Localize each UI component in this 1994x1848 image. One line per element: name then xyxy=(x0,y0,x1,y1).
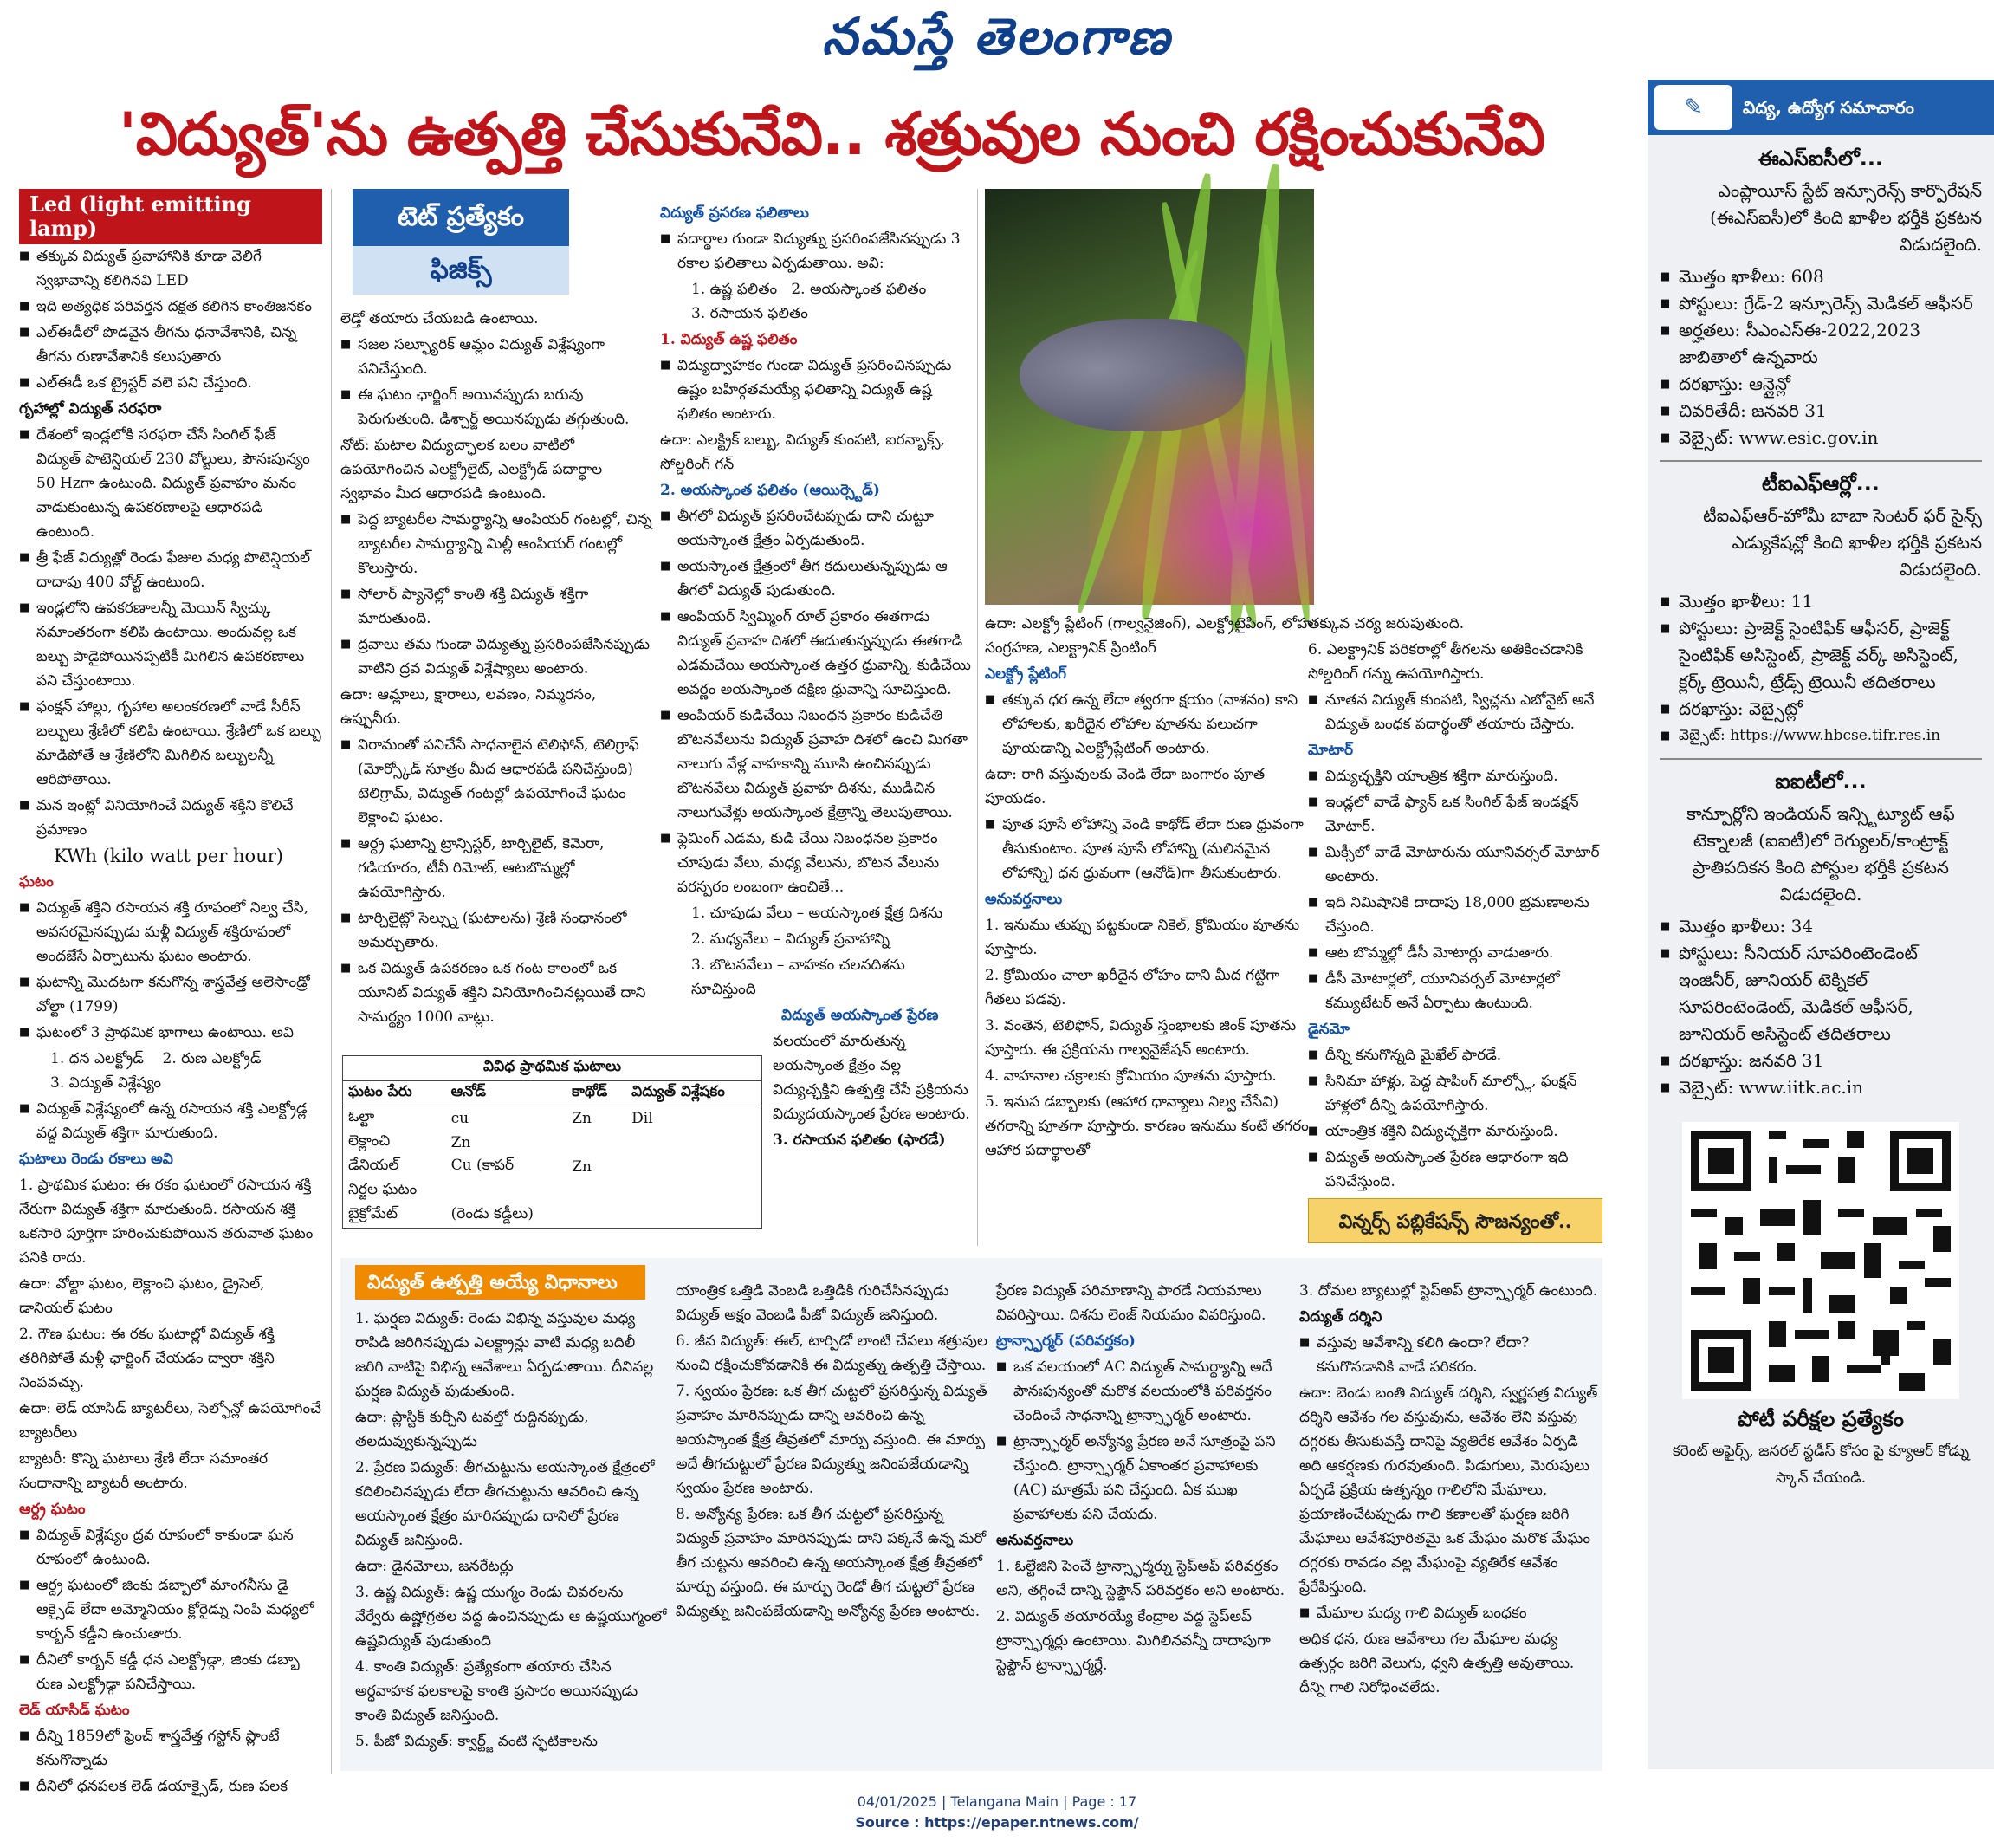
section-heading: అనువర్తనాలు xyxy=(985,891,1063,908)
section-heading: లెడ్ యాసిడ్ ఘటం xyxy=(19,1702,130,1719)
list-item: ■ ఘటాన్ని మొదటగా కనుగొన్న శాస్త్రవేత్త అలెసాండ్రో వోల్టా (1799) xyxy=(19,970,322,1019)
list-item: ■ వస్తువు ఆవేశాన్ని కలిగి ఉందా? లేదా? కనుగొనడానికి వాడే పరికరం. xyxy=(1299,1331,1598,1379)
list-item: ■ ట్రాన్స్ఫార్మర్ అన్యోన్య ప్రేరణ అనే సూత్రంపై పని చేస్తుంది. ట్రాన్స్ఫార్మర్ ఏకాంతర ప్రవాహాలకు (AC) మాత్రమే పని చేస్తుంది. ఏక ముఖ ప్రవాహాలకు పని చేయదు. xyxy=(996,1430,1295,1527)
winners-credit: విన్నర్స్ పబ్లికేషన్స్ సౌజన్యంతో.. xyxy=(1308,1198,1602,1243)
list-item: ■ ఈ ఘటం ఛార్జింగ్ అయినప్పుడు బరువు పెరుగుతుంది. డిశ్చార్జ్ అయినప్పుడు తగ్గుతుంది. xyxy=(340,383,652,431)
paragraph: టీఐఎఫ్ఆర్-హోమీ బాబా సెంటర్ ఫర్ సైన్స్ ఎడ్యుకేషన్లో కింది ఖాళీల భర్తీకి ప్రకటన విడుదలైంది. xyxy=(1703,505,1982,580)
list-item: బ్యాటరీ: కొన్ని ఘటాలు శ్రేణి లేదా సమాంతర సంధానాన్ని బ్యాటరీ అంటారు. xyxy=(19,1450,269,1492)
list-item: 1. చూపుడు వేలు – అయస్కాంత క్షేత్ర దిశను xyxy=(691,905,943,922)
led-title: Led (light emitting lamp) xyxy=(19,189,322,244)
list-item: 6. ఎలక్ట్రానిక్ పరికరాల్లో తీగలను అతికించడానికి సోల్డరింగ్ గన్ను ఉపయోగిస్తారు. xyxy=(1308,641,1583,683)
list-item: ■ పూత పూసే లోహాన్ని వెండి కాథోడ్ లేదా రుణ ధ్రువంగా తీసుకుంటాం. పూత పూసే లోహాన్ని (మలినమైన లోహాన్ని) ధన ధ్రువంగా (ఆనోడ్)గా తీసుకుంటారు. xyxy=(985,813,1314,885)
list-item: ■ ఆంపియర్ కుడిచేయి నిబంధన ప్రకారం కుడిచేతి బొటనవేలును విద్యుత్ ప్రవాహ దిశలో ఉంచి మిగతా నాలుగు వేళ్ల వాహకాన్ని మూసి ఉంచినప్పుడు బొటనవేలు విద్యుత్ ప్రవాహ దిశను, ముడిచిన నాలుగువేళ్లు అయస్కాంత క్షేత్రాన్ని తెలుపుతాయి. xyxy=(660,704,972,825)
section-heading: విద్యుత్ ప్రసరణ ఫలితాలు xyxy=(660,204,809,222)
list-item: ■ ఘటంలో 3 ప్రాథమిక భాగాలు ఉంటాయి. అవి xyxy=(19,1021,322,1045)
list-item: 2. క్రోమియం చాలా ఖరీదైన లోహం దాని మీద గట్టిగా గీతలు పడవు. xyxy=(985,967,1279,1008)
section-title-iit: ఐఐటీలో... xyxy=(1775,769,1867,794)
list-item: ■ పోస్టులు: ప్రాజెక్ట్ సైంటిఫిక్ ఆఫీసర్, ప్రాజెక్ట్ సైంటిఫిక్ అసిస్టెంట్, ప్రాజెక్ట్ వర్క్ అసిస్టెంట్, క్లర్క్ ట్రెయినీ, ట్రేడ్స్ ట్రెయినీ తదితరాలు xyxy=(1660,615,1982,696)
example: ఉదా: ఆమ్లాలు, క్షారాలు, లవణం, నిమ్మరసం, ఉప్పునీరు. xyxy=(340,686,597,728)
tet-special-box xyxy=(353,189,569,298)
list-item: ■ మొత్తం ఖాళీలు: 34 xyxy=(1660,913,1982,940)
list-item: ■ తీగలో విద్యుత్ ప్రసరించేటప్పుడు దాని చుట్టూ అయస్కాంత క్షేత్రం ఏర్పడుతుంది. xyxy=(660,504,972,553)
list-item: ■ త్రీ ఫేజ్ విద్యుత్లో రెండు ఫేజుల మధ్య పొటెన్షియల్ దాదాపు 400 వోల్ట్ ఉంటుంది. xyxy=(19,546,322,594)
section-title-tifr: టీఐఎఫ్ఆర్లో... xyxy=(1762,471,1880,496)
section-heading: విద్యుత్ దర్శిని xyxy=(1299,1308,1382,1326)
example: ఉదా: ఎలక్ట్రో ప్లేటింగ్ (గాల్వనైజింగ్), ఎలక్ట్రోటైపింగ్, లోహ సంగ్రహణ, ఎలక్ట్రానిక్ ప్రింటింగ్ xyxy=(985,615,1312,657)
list-item: ■ పోస్టులు: సీనియర్ సూపరింటెండెంట్ ఇంజినీర్, జూనియర్ టెక్నికల్ సూపరింటెండెంట్, మెడికల్ ఆఫీసర్, జూనియర్ అసిస్టెంట్ తదితరాలు xyxy=(1660,940,1982,1047)
list-item: ■ దీన్ని 1859లో ఫ్రెంచ్ శాస్త్రవేత్త గస్టోన్ ప్లాంటే కనుగొన్నాడు xyxy=(19,1724,322,1773)
kwh-unit: KWh (kilo watt per hour) xyxy=(54,846,283,866)
note: నోట్: ఘటాల విద్యుచ్ఛాలక బలం వాటిలో ఉపయోగించిన ఎలక్ట్రోలైట్, ఎలక్ట్రోడ్ పదార్థాల స్వభావం మీద ఆధారపడి ఉంటుంది. xyxy=(340,437,603,503)
list-item: ■ దీనిలో ధనపలక లెడ్ డయాక్సైడ్, రుణ పలక xyxy=(19,1774,322,1799)
bottom-column-3 xyxy=(996,1279,1295,1766)
list-item: ■ మొత్తం ఖాళీలు: 608 xyxy=(1660,263,1982,290)
list-item: ఉదా: ప్లాస్టిక్ కుర్చీని టవల్తో రుద్దినప్పుడు, తలదువ్వుకున్నప్పుడు xyxy=(355,1409,589,1450)
paragraph: అధిక ధన, రుణ ఆవేశాలు గల మేఘాల మధ్య ఉత్సర్గం జరిగి వెలుగు, ధ్వని ఉత్పత్తి అవుతాయి. దీన్ని గాలి నిరోధించలేదు. xyxy=(1299,1631,1575,1696)
example: ఉదా: రాగి వస్తువులకు వెండి లేదా బంగారం పూత పూయడం. xyxy=(985,766,1266,807)
footer-source-link[interactable]: Source : https://epaper.ntnews.com/ xyxy=(855,1814,1139,1831)
list-item: ■ విద్యుత్ శక్తిని రసాయన శక్తి రూపంలో నిల్వ చేసి, అవసరమైనప్పుడు మళ్లీ విద్యుత్ శక్తిరూపంలో అందజేసే ఏర్పాటును ఘటం అంటారు. xyxy=(19,896,322,969)
list-item: 3. వంతెన, టెలిఫోన్, విద్యుత్ స్తంభాలకు జింక్ పూతను పూస్తారు. ఈ ప్రక్రియను గాల్వనైజేషన్ అంటారు. xyxy=(985,1017,1297,1059)
section-heading: ఘటం xyxy=(19,873,54,891)
list-item: 7. స్వయం ప్రేరణ: ఒక తీగ చుట్టలో ప్రసరిస్తున్న విద్యుత్ ప్రవాహం మారినప్పుడు దాన్ని ఆవరించి ఉన్న అయస్కాంత క్షేత్ర తీవ్రతలో మార్పు వస్తుంది. ఈ మార్పు అదే తీగచుట్టులో ప్రేరణ విద్యుత్ను జనింపజేయడాన్ని స్వయం ప్రేరణ అంటారు. xyxy=(676,1383,987,1497)
page-footer xyxy=(0,1792,1994,1833)
list-item: ■ మొత్తం ఖాళీలు: 11 xyxy=(1660,588,1982,615)
section-heading: విద్యుత్ అయస్కాంత ప్రేరణ xyxy=(781,1007,939,1024)
list-item: ■ మేఘాల మధ్య గాలి విద్యుత్ బంధకం xyxy=(1299,1601,1598,1625)
list-item: 2. విద్యుత్ తయారయ్యే కేంద్రాల వద్ద స్టెప్అప్ ట్రాన్స్ఫార్మర్లు ఉంటాయి. మిగిలినవన్నీ దాదాపుగా స్టెప్డౌన్ ట్రాన్స్ఫార్మర్లే. xyxy=(996,1608,1271,1674)
paragraph: కాన్పూర్లోని ఇండియన్ ఇన్స్టిట్యూట్ ఆఫ్ టెక్నాలజీ (ఐఐటీ)లో రెగ్యులర్/కాంట్రాక్ట్ ప్రాతిపదికన కింది పోస్టుల భర్తీకి ప్రకటన విడుదలైంది. xyxy=(1686,803,1955,905)
list-item: 3. దోమల బ్యాటుల్లో స్టెప్అప్ ట్రాన్స్ఫార్మర్ ఉంటుంది. xyxy=(1299,1282,1598,1300)
list-item: ■ విద్యుద్వాహకం గుండా విద్యుత్ ప్రసరించినప్పుడు ఉష్ణం బహిర్గతమయ్యే ఫలితాన్ని విద్యుత్ ఉష్ణ ఫలితం అంటారు. xyxy=(660,353,972,426)
table-header: విద్యుత్ విశ్లేషకం xyxy=(626,1081,761,1106)
list-item: ■ ఒక విద్యుత్ ఉపకరణం ఒక గంట కాలంలో ఒక యూనిట్ విద్యుత్ శక్తిని వినియోగించినట్లయితే దాని సామర్థ్యం 1000 వాట్లు. xyxy=(340,956,652,1029)
list-item: ■ మన ఇంట్లో వినియోగించే విద్యుత్ శక్తిని కొలిచే ప్రమాణం xyxy=(19,794,322,842)
qr-note: కరెంట్ అఫైర్స్, జనరల్ స్టడీస్ కోసం పై క్యూఆర్ కోడ్ను స్కాన్ చేయండి. xyxy=(1672,1443,1970,1487)
paragraph: వలయంలో మారుతున్న అయస్కాంత క్షేత్రం వల్ల విద్యుచ్ఛక్తిని ఉత్పత్తి చేసే ప్రక్రియను విద్యుదయస్కాంత ప్రేరణ అంటారు. xyxy=(773,1033,970,1123)
list-item: ■ ఎల్ఈడీలో పొడవైన తీగను ధనావేశానికి, చిన్న తీగను రుణావేశానికి కలుపుతారు xyxy=(19,321,322,369)
paragraph: తక్కువ చర్య జరుపుతుంది. xyxy=(1308,615,1465,632)
list-item: 2. మధ్యవేలు – విద్యుత్ ప్రవాహాన్ని xyxy=(691,930,890,948)
section-heading: డైనమో xyxy=(1308,1021,1350,1038)
list-item: ■ ఆర్ద్ర ఘటాన్ని ట్రాన్సిస్టర్, టార్చిలైట్, కెమెరా, గడియారం, టీవీ రిమోట్, ఆటబొమ్మల్లో ఉపయోగిస్తారు. xyxy=(340,832,652,905)
list-item: 8. అన్యోన్య ప్రేరణ: ఒక తీగ చుట్టలో ప్రసరిస్తున్న విద్యుత్ ప్రవాహం మారినప్పుడు దాని పక్కనే ఉన్న మరో తీగ చుట్టను ఆవరించి ఉన్న అయస్కాంత క్షేత్ర తీవ్రతలో మార్పు వస్తుంది. ఈ మార్పు రెండో తీగ చుట్టలో ప్రేరణ విద్యుత్ను జనింపజేయడాన్ని అన్యోన్య ప్రేరణ అంటారు. xyxy=(676,1506,987,1620)
section-heading: గృహాల్లో విద్యుత్ సరఫరా xyxy=(19,400,162,418)
physics-subtitle: ఫిజిక్స్ xyxy=(353,246,569,295)
list-item: ■ యాంత్రిక శక్తిని విద్యుచ్ఛక్తిగా మారుస్తుంది. xyxy=(1308,1119,1607,1144)
qr-code[interactable] xyxy=(1682,1122,1959,1399)
list-item: ■ పెద్ద బ్యాటరీల సామర్థ్యాన్ని ఆంపియర్ గంటల్లో, చిన్న బ్యాటరీల సామర్థ్యాన్ని మిల్లీ ఆంపియర్ గంటల్లో కొలుస్తారు. xyxy=(340,508,652,580)
list-item: 1. ఓల్టేజిని పెంచే ట్రాన్స్ఫార్మర్ను స్టెప్అప్ పరివర్తకం అని, తగ్గించే దాన్ని స్టెప్డౌన్ పరివర్తకం అని అంటారు. xyxy=(996,1558,1285,1599)
list-item: ■ సోలార్ ప్యానెల్లో కాంతి శక్తి విద్యుత్ శక్తిగా మారుతుంది. xyxy=(340,582,652,631)
list-item: ■ ఇది అత్యధిక పరివర్తన దక్షత కలిగిన కాంతిజనకం xyxy=(19,295,322,319)
list-item: 5. ఇనుప డబ్బాలకు (ఆహార ధాన్యాలు నిల్వ చేసేవి) తగరాన్ని పూతగా పూస్తారు. కారణం ఇనుము కంటే తగరం ఆహార పదార్థాలతో xyxy=(985,1093,1309,1159)
bottom-panel-title: విద్యుత్ ఉత్పత్తి అయ్యే విధానాలు xyxy=(355,1265,645,1300)
list-item: ■ చివరితేదీ: జనవరి 31 xyxy=(1660,398,1982,425)
qr-section-title: పోటీ పరీక్షల ప్రత్యేకం xyxy=(1738,1407,1904,1431)
paragraph: లెడ్తో తయారు చేయబడి ఉంటాయి. xyxy=(340,310,539,327)
list-item: 1. ప్రాథమిక ఘటం: ఈ రకం ఘటంలో రసాయన శక్తి నేరుగా విద్యుత్ శక్తిగా మారుతుంది. రసాయన శక్తి ఒకసారి పూర్తిగా హరించుకుపోయిన తరువాత ఘటం పనికి రాదు. xyxy=(19,1177,314,1267)
list-item: ■ తక్కువ విద్యుత్ ప్రవాహానికి కూడా వెలిగే స్వభావాన్ని కలిగినవి LED xyxy=(19,244,322,293)
list-item: ■ విద్యుత్ విశ్లేష్యం ద్రవ రూపంలో కాకుండా ఘన రూపంలో ఉంటుంది. xyxy=(19,1523,322,1572)
list-item: ■ టార్చిలైట్లో సెల్స్ను (ఘటాలను) శ్రేణి సంధానంలో అమర్చుతారు. xyxy=(340,906,652,955)
list-item: ■ నూతన విద్యుత్ కుంపటి, స్విచ్లను ఎబోనైట్ అనే విద్యుత్ బంధక పదార్థంతో తయారు చేస్తారు. xyxy=(1308,688,1607,736)
table-caption: వివిధ ప్రాథమిక ఘటాలు xyxy=(343,1056,761,1081)
list-item: ■ ఎల్ఈడీ ఒక ట్రైస్టర్ వలె పని చేస్తుంది. xyxy=(19,371,322,395)
list-item: ■ ఒక వలయంలో AC విద్యుత్ సామర్థ్యాన్ని అదే పౌనఃపున్యంతో మరొక వలయంలోకి పరివర్తనం చెందించే సాధనాన్ని ట్రాన్స్ఫార్మర్ అంటారు. xyxy=(996,1355,1295,1428)
list-item: ఉదా: డైనమోలు, జనరేటర్లు xyxy=(355,1558,514,1575)
list-item: 5. పీజో విద్యుత్: క్వార్ట్జ్ వంటి స్ఫటికాలను xyxy=(355,1733,598,1750)
list-item: ■ దరఖాస్తు: జనవరి 31 xyxy=(1660,1047,1982,1074)
list-item: 3. బొటనవేలు – వాహకం చలనదిశను సూచిస్తుంది xyxy=(691,956,905,998)
list-item: యాంత్రిక ఒత్తిడి వెంబడి ఒత్తిడికి గురిచేసినప్పుడు విద్యుత్ అక్షం వెంబడి పీజో విద్యుత్ జనిస్తుంది. xyxy=(676,1282,949,1324)
table-row: డేనియల్ Cu (కాపర్ Zn xyxy=(348,1157,592,1176)
list-item: ■ పదార్థాల గుండా విద్యుత్ను ప్రసరింపజేసినప్పుడు 3 రకాల ఫలితాలు ఏర్పడుతాయి. అవి: xyxy=(660,227,972,276)
list-item: ■ ఆట బొమ్మల్లో డీసీ మోటార్లు వాడుతారు. xyxy=(1308,941,1607,965)
section-heading: ఎలక్ట్రో ప్లేటింగ్ xyxy=(985,665,1066,683)
list-item: ■ ఫ్లెమింగ్ ఎడమ, కుడి చేయి నిబంధనల ప్రకారం చూపుడు వేలు, మధ్య వేలును, బొటన వేలును పరస్పరం లంబంగా ఉంచితే... xyxy=(660,827,972,899)
list-item: ■ వెబ్సైట్: www.esic.gov.in xyxy=(1660,425,1982,451)
list-item: 1. ధన ఎలక్ట్రోడ్ 2. రుణ ఎలక్ట్రోడ్ 3. విద్యుత్ విశ్లేష్యం xyxy=(50,1050,262,1092)
list-item: ■ అయస్కాంత క్షేత్రంలో తీగ కదులుతున్నప్పుడు ఆ తీగలో విద్యుత్ పుడుతుంది. xyxy=(660,554,972,603)
list-item: 4. కాంతి విద్యుత్: ప్రత్యేకంగా తయారు చేసిన అర్ధవాహక ఫలకాలపై కాంతి ప్రసారం అయినప్పుడు కాంతి విద్యుత్ జనిస్తుంది. xyxy=(355,1658,638,1724)
list-item: ■ విద్యుత్ విశ్లేష్యంలో ఉన్న రసాయన శక్తి ఎలక్ట్రోడ్ల వద్ద విద్యుత్ శక్తిగా మారుతుంది. xyxy=(19,1097,322,1145)
sidebar-header: ✎ విద్య, ఉద్యోగ సమాచారం xyxy=(1648,80,1994,135)
footer-date-page: 04/01/2025 | Telangana Main | Page : 17 xyxy=(857,1793,1137,1810)
list-item: 4. వాహనాల చక్రాలకు క్రోమియం పూతను పూస్తారు. xyxy=(985,1067,1277,1085)
list-item: ■ తక్కువ ధర ఉన్న లేదా త్వరగా క్షయం (నాశనం) కాని లోహాలకు, ఖరీదైన లోహాల పూతను పలుచగా పూయడాన్ని ఎలక్ట్రోప్లేటింగ్ అంటారు. xyxy=(985,688,1314,761)
section-heading: ఆర్ద్ర ఘటం xyxy=(19,1501,86,1518)
list-item: ■ దరఖాస్తు: వెబ్సైట్లో xyxy=(1660,696,1982,723)
list-item: ■ దీన్ని కనుగొన్నది మైఖేల్ ఫారడే. xyxy=(1308,1043,1607,1067)
paragraph: ఎంప్లాయీస్ స్టేట్ ఇన్సూరెన్స్ కార్పొరేషన్ (ఈఎస్ఐసీ)లో కింది ఖాళీల భర్తీకి ప్రకటన విడుదలైంది. xyxy=(1710,180,1982,255)
list-item: ■ పోస్టులు: గ్రేడ్-2 ఇన్సూరెన్స్ మెడికల్ ఆఫీసర్ xyxy=(1660,290,1982,317)
list-item: ■ ద్రవాలు తమ గుండా విద్యుత్ను ప్రసరింపజేసినప్పుడు వాటిని ద్రవ విద్యుత్ విశ్లేష్యాలు అంటారు. xyxy=(340,632,652,681)
section-title-esic: ఈఎస్ఐసీలో... xyxy=(1758,146,1884,171)
section-heading: 3. రసాయన ఫలితం (ఫారడే) xyxy=(773,1131,946,1149)
example: ఉదా: ఎలక్ట్రిక్ బల్బు, విద్యుత్ కుంపటి, ఐరన్బాక్స్, సోల్డరింగ్ గన్ xyxy=(660,431,945,473)
list-item: 2. ప్రేరణ విద్యుత్: తీగచుట్టును అయస్కాంత క్షేత్రంలో కదిలించినప్పుడు లేదా తీగచుట్టును ఆవరించి ఉన్న అయస్కాంత క్షేత్రం మారినప్పుడు దానిలో ప్రేరణ విద్యుత్ జనిస్తుంది. xyxy=(355,1459,655,1549)
table-header: కాథోడ్ xyxy=(566,1081,626,1106)
list-item: ■ విద్యుత్ అయస్కాంత ప్రేరణ ఆధారంగా ఇది పనిచేస్తుంది. xyxy=(1308,1145,1607,1194)
list-item: ■ విద్యుచ్ఛక్తిని యాంత్రిక శక్తిగా మారుస్తుంది. xyxy=(1308,764,1607,788)
table-row: ఓల్టా cu Zn Dil xyxy=(348,1108,653,1127)
list-item: ■ ఇది నిమిషానికి దాదాపు 18,000 భ్రమణాలను చేస్తుంది. xyxy=(1308,891,1607,939)
list-item: ■ ఆంపియర్ స్విమ్మింగ్ రూల్ ప్రకారం ఈతగాడు విద్యుత్ ప్రవాహ దిశలో ఈదుతున్నప్పుడు ఈతగాడి ఎడమచేయి అయస్కాంత ఉత్తర ధ్రువాన్ని, కుడిచేయి అవర్ణం అయస్కాంత దక్షిణ ధ్రువాన్ని సూచిస్తుంది. xyxy=(660,605,972,702)
tet-title: టెట్ ప్రత్యేకం xyxy=(353,189,569,246)
list-item: ■ దేశంలో ఇండ్లలోకి సరఫరా చేసే సింగిల్ ఫేజ్ విద్యుత్ పొటెన్షియల్ 230 వోల్టులు, పౌనఃపున్యం 50 Hzగా ఉంటుంది. విద్యుత్ ప్రవాహం మనం వాడుకుంటున్న ఉపకరణాలపై ఆధారపడి ఉంటుంది. xyxy=(19,423,322,544)
list-item: ■ ఇండ్లలో వాడే ఫ్యాన్ ఒక సింగిల్ ఫేజ్ ఇండక్షన్ మోటార్. xyxy=(1308,790,1607,839)
electric-eel-photo xyxy=(985,189,1314,605)
list-item: 2. గౌణ ఘటం: ఈ రకం ఘటాల్లో విద్యుత్ శక్తి తరిగిపోతే మళ్లీ ఛార్జింగ్ చేయడం ద్వారా శక్తిని నింపవచ్చు. xyxy=(19,1326,275,1391)
list-item: ■ విరామంతో పనిచేసే సాధనాలైన టెలిఫోన్, టెలిగ్రాఫ్ (మోర్స్కోడ్ సూత్రం మీద ఆధారపడి పనిచేస్తుంది) టెలిగ్రామ్, విద్యుత్ గంటల్లో ఉపయోగించే ఘటం లెక్లాంచి ఘటం. xyxy=(340,733,652,830)
column-3 xyxy=(660,201,972,1241)
table-row: బైక్రోమేట్ (రెండు కడ్డీలు) xyxy=(348,1205,534,1222)
bottom-column-4 xyxy=(1299,1279,1598,1766)
column-4 xyxy=(985,612,1314,1253)
list-item: ■ సజల సల్ఫ్యూరిక్ ఆమ్లం విద్యుత్ విశ్లేష్యంగా పనిచేస్తుంది. xyxy=(340,333,652,381)
list-item: ■ ఫంక్షన్ హాల్లు, గృహాల అలంకరణలో వాడే సీరీస్ బల్బులు శ్రేణిలో కలిపి ఉంటాయి. శ్రేణిలో ఒక బల్బు మాడిపోతే ఆ శ్రేణిలోని మిగిలిన బల్బులన్నీ ఆరిపోతాయి. xyxy=(19,695,322,792)
list-item: ■ వెబ్సైట్: https://www.hbcse.tifr.res.in xyxy=(1660,723,1982,749)
section-heading: మోటార్ xyxy=(1308,742,1354,759)
bottom-column-1 xyxy=(355,1307,667,1766)
page-headline: 'విద్యుత్'ను ఉత్పత్తి చేసుకునేవి.. శత్రువుల నుంచి రక్షించుకునేవి xyxy=(118,101,1545,169)
section-heading: ఘటాలు రెండు రకాలు అవి xyxy=(19,1151,173,1168)
list-item: ■ ఇండ్లలోని ఉపకరణాలన్నీ మెయిన్ స్విచ్కు సమాంతరంగా కలిపి ఉంటాయి. అందువల్ల ఒక బల్బు పాడైపోయినప్పటికీ మిగిలిన ఉపకరణాలు పని చేస్తుంటాయి. xyxy=(19,596,322,693)
list-item: ■ దరఖాస్తు: ఆన్లైన్లో xyxy=(1660,371,1982,398)
bottom-column-2 xyxy=(676,1279,987,1766)
list-item: ■ దీనిలో కార్బన్ కడ్డీ ధన ఎలక్ట్రోడ్గా, జింకు డబ్బా రుణ ఎలక్ట్రోడ్గా పనిచేస్తాయి. xyxy=(19,1648,322,1696)
list-item: ■ ఆర్ద్ర ఘటంలో జింకు డబ్బాలో మాంగనీసు డై ఆక్సైడ్ లేదా అమ్మోనియం క్లోరైడ్ను నింపి మధ్యలో కార్బన్ కడ్డీని ఉంచుతారు. xyxy=(19,1573,322,1646)
list-item: ఉదా: వోల్టా ఘటం, లెక్లాంచి ఘటం, డ్రైసెల్, డానియల్ ఘటం xyxy=(19,1275,265,1317)
table-header: ఆనోడ్ xyxy=(446,1081,567,1106)
education-logo-icon: ✎ xyxy=(1654,85,1732,130)
example: ఉదా: బెండు బంతి విద్యుత్ దర్శిని, స్వర్ణపత్ర విద్యుత్ దర్శిని ఆవేశం గల వస్తువును, ఆవేశం లేని వస్తువు దగ్గరకు తీసుకువస్తే దానిపై వ్యతిరేక ఆవేశం ఏర్పడి అది ఆకర్షణకు గురవుతుంది. పిడుగులు, మెరుపులు ఏర్పడే ప్రక్రియ ఉత్పన్నం గాలిలోని మేఘాలు, ప్రయాణించేటప్పుడు గాలి కణాలతో ఘర్షణ జరిగి మేఘాలు ఆవేశపూరితమై ఒక మేఘం మరొక మేఘం దగ్గరకు రావడం వల్ల మేఘంపై వ్యతిరేక ఆవేశం ప్రేరేపిస్తుంది. xyxy=(1299,1384,1598,1596)
column-1 xyxy=(19,189,322,1795)
jobs-sidebar xyxy=(1648,80,1994,1769)
list-item: ప్రేరణ విద్యుత్ పరిమాణాన్ని ఫారడే నియమాలు వివరిస్తాయి. దిశను లెంజ్ నియమం వివరిస్తుంది. xyxy=(996,1282,1266,1324)
table-row: లెక్లాంచి Zn xyxy=(348,1132,471,1151)
section-heading: ట్రాన్స్ఫార్మర్ (పరివర్తకం) xyxy=(996,1333,1136,1350)
list-item: 6. జీవ విద్యుత్: ఈల్, టార్పిడో లాంటి చేపలు శత్రువుల నుంచి రక్షించుకోవడానికి ఈ విద్యుత్ను ఉత్పత్తి చేస్తాయి. xyxy=(676,1333,988,1374)
section-heading: 2. అయస్కాంత ఫలితం (ఆయిర్స్టెడ్) xyxy=(660,482,880,499)
list-item: 1. ఘర్షణ విద్యుత్: రెండు విభిన్న వస్తువుల మధ్య రాపిడి జరిగినప్పుడు ఎలక్ట్రాన్లు వాటి మధ్య బదిలీ జరిగి వాటిపై విభిన్న ఆవేశాలు ఏర్పడుతాయి. దీనివల్ల ఘర్షణ విద్యుత్ పుడుతుంది. xyxy=(355,1310,654,1400)
column-5 xyxy=(1308,612,1607,1192)
list-item: ■ వెబ్సైట్: www.iitk.ac.in xyxy=(1660,1074,1982,1101)
list-item: ■ అర్హతలు: సీఎంఎస్ఈ-2022,2023 జాబితాలో ఉన్నవారు xyxy=(1660,317,1982,371)
masthead-logo: నమస్తే తెలంగాణ xyxy=(822,7,1172,66)
table-row: నిర్జల ఘటం xyxy=(348,1181,418,1198)
section-heading: అనువర్తనాలు xyxy=(996,1532,1074,1549)
list-item: ■ సినిమా హాళ్లు, పెద్ద షాపింగ్ మాల్స్లో, ఫంక్షన్ హాళ్లలో దీన్ని ఉపయోగిస్తారు. xyxy=(1308,1069,1607,1118)
table-header: ఘటం పేరు xyxy=(343,1081,446,1106)
list-item: ■ డీసీ మోటార్లలో, యూనివర్సల్ మోటార్లలో కమ్యుటేటర్ అనే ఏర్పాటు ఉంటుంది. xyxy=(1308,967,1607,1015)
list-item: 1. ఇనుము తుప్పు పట్టకుండా నికెల్, క్రోమియం పూతను పూస్తారు. xyxy=(985,917,1300,958)
section-heading: 1. విద్యుత్ ఉష్ణ ఫలితం xyxy=(660,331,798,348)
list-item: 1. ఉష్ణ ఫలితం 2. అయస్కాంత ఫలితం 3. రసాయన ఫలితం xyxy=(691,281,927,322)
list-item: ఉదా: లెడ్ యాసిడ్ బ్యాటరీలు, సెల్ఫోన్లో ఉపయోగించే బ్యాటరీలు xyxy=(19,1400,322,1442)
qr-code-graphic xyxy=(1682,1122,1959,1399)
column-2 xyxy=(340,307,652,1052)
list-item: 3. ఉష్ణ విద్యుత్: ఉష్ణ యుగ్మం రెండు చివరలను వేర్వేరు ఉష్ణోగ్రతల వద్ద ఉంచినప్పుడు ఆ ఉష్ణయుగ్మంలో ఉష్ణవిద్యుత్ పుడుతుంది xyxy=(355,1584,667,1650)
list-item: ■ మిక్సీలో వాడే మోటారును యూనివర్సల్ మోటార్ అంటారు. xyxy=(1308,840,1607,889)
